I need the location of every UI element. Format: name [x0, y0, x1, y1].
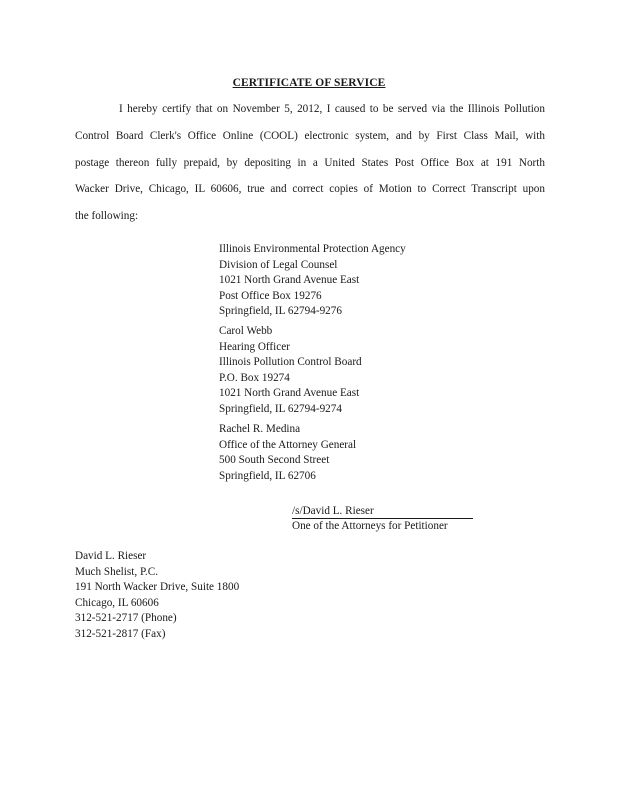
address-line: Springfield, IL 62706 — [219, 469, 316, 482]
sender-line: David L. Rieser — [75, 550, 147, 562]
address-line: P.O. Box 19274 — [219, 371, 290, 384]
sender-line: 312-521-2717 (Phone) — [75, 612, 177, 625]
paragraph-line: Wacker Drive, Chicago, IL 60606, true and correct copies of Motion to Correct Transcript upon — [75, 183, 545, 196]
address-line: Rachel R. Medina — [219, 423, 301, 435]
address-line: Carol Webb — [219, 325, 273, 337]
address-line: 500 South Second Street — [219, 454, 330, 467]
paragraph-line: the following: — [75, 210, 139, 223]
address-line: 1021 North Grand Avenue East — [219, 387, 360, 400]
address-line: 1021 North Grand Avenue East — [219, 274, 360, 287]
address-line: Illinois Pollution Control Board — [219, 356, 362, 369]
recipient-address-attorney-general — [219, 422, 356, 484]
paragraph-line: Control Board Clerk's Office Online (COOL) electronic system, and by First Class Mail, with — [75, 129, 545, 142]
address-line: Hearing Officer — [219, 340, 290, 353]
address-line: Office of the Attorney General — [219, 438, 357, 451]
signature-role: One of the Attorneys for Petitioner — [292, 520, 448, 532]
recipient-address-iepa — [219, 242, 406, 320]
address-line: Springfield, IL 62794-9276 — [219, 305, 342, 318]
paragraph-line: postage thereon fully prepaid, by depositing in a United States Post Office Box at 191 North — [75, 156, 545, 169]
sender-line: Chicago, IL 60606 — [75, 596, 159, 609]
address-line: Post Office Box 19276 — [219, 289, 322, 302]
address-line: Division of Legal Counsel — [219, 258, 338, 271]
sender-line: 312-521-2817 (Fax) — [75, 627, 166, 640]
address-line: Illinois Environmental Protection Agency — [219, 243, 406, 255]
sender-line: 191 North Wacker Drive, Suite 1800 — [75, 581, 240, 594]
paragraph-line: I hereby certify that on November 5, 2012, I caused to be served via the Illinois Pollution — [119, 103, 545, 115]
certificate-title: CERTIFICATE OF SERVICE — [232, 77, 386, 89]
recipient-address-hearing-officer — [219, 324, 362, 418]
signature-line: /s/David L. Rieser — [292, 504, 473, 519]
address-line: Springfield, IL 62794-9274 — [219, 402, 342, 415]
certification-paragraph — [75, 96, 545, 230]
sender-address-block — [75, 549, 239, 643]
sender-line: Much Shelist, P.C. — [75, 565, 158, 578]
